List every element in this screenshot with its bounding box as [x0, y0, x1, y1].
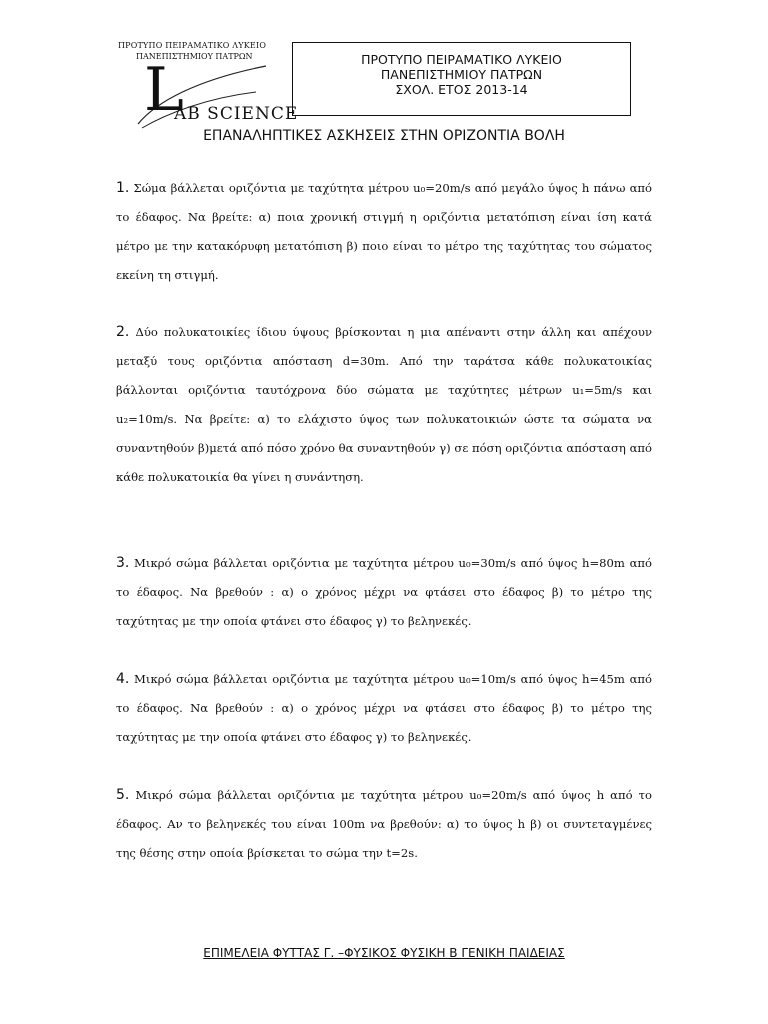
school-header-box: [292, 42, 631, 116]
exercise-number: 3.: [116, 555, 130, 571]
exercise-number: 2.: [116, 324, 130, 340]
logo-letter: L: [144, 55, 184, 125]
logo-university-name: ΠΑΝΕΠΙΣΤΗΜΙΟΥ ΠΑΤΡΩΝ: [136, 52, 253, 61]
exercise-text: Μικρό σώμα βάλλεται οριζόντια με ταχύτητα μέτρου u₀=20m/s από ύψος h από το έδαφος. Αν το βεληνεκές του είναι 100m να βρεθούν: α) το ύψος h β) οι συντεταγμένες της θέσης στην οποία βρίσκεται το σώμα την t=2s.: [116, 788, 652, 860]
page-footer: [0, 946, 768, 960]
header-school-name: ΠΡΟΤΥΠΟ ΠΕΙΡΑΜΑΤΙΚΟ ΛΥΚΕΙΟ: [361, 52, 562, 67]
logo-wordmark: AB SCIENCE: [174, 104, 299, 124]
school-logo: [100, 38, 299, 128]
exercise-number: 4.: [116, 671, 130, 687]
header-school-year: ΣΧΟΛ. ΕΤΟΣ 2013-14: [395, 82, 528, 97]
exercise-text: Μικρό σώμα βάλλεται οριζόντια με ταχύτητα μέτρου u₀=30m/s από ύψος h=80m από το έδαφος. Να βρεθούν : α) ο χρόνος μέχρι να φτάσει στο έδαφος β) το μέτρο της ταχύτητας με την οποία φτάνει στο έδαφος γ) το βεληνεκές.: [116, 556, 652, 628]
exercise-1: [116, 174, 652, 290]
exercise-number: 1.: [116, 180, 130, 196]
exercise-text: Σώμα βάλλεται οριζόντια με ταχύτητα μέτρου u₀=20m/s από μεγάλο ύψος h πάνω από το έδαφος. Να βρείτε: α) ποια χρονική στιγμή η οριζόντια μετατόπιση είναι ίση κατά μέτρο με την κατακόρυφη μετατόπιση β) ποιο είναι το μέτρο της ταχύτητας του σώματος εκείνη τη στιγμή.: [116, 181, 652, 282]
exercise-4: [116, 665, 652, 752]
footer-text: ΕΠΙΜΕΛΕΙΑ ΦΥΤΤΑΣ Γ. –ΦΥΣΙΚΟΣ ΦΥΣΙΚΗ Β ΓΕΝΙΚΗ ΠΑΙΔΕΙΑΣ: [203, 946, 565, 960]
exercise-text: Μικρό σώμα βάλλεται οριζόντια με ταχύτητα μέτρου u₀=10m/s από ύψος h=45m από το έδαφος. Να βρεθούν : α) ο χρόνος μέχρι να φτάσει στο έδαφος β) το μέτρο της ταχύτητας με την οποία φτάνει στο έδαφος γ) το βεληνεκές.: [116, 672, 652, 744]
exercise-5: [116, 781, 652, 868]
logo-school-name: ΠΡΟΤΥΠΟ ΠΕΙΡΑΜΑΤΙΚΟ ΛΥΚΕΙΟ: [118, 41, 267, 50]
header-university-name: ΠΑΝΕΠΙΣΤΗΜΙΟΥ ΠΑΤΡΩΝ: [380, 67, 543, 82]
exercise-2: [116, 318, 652, 492]
document-title: ΕΠΑΝΑΛΗΠΤΙΚΕΣ ΑΣΚΗΣΕΙΣ ΣΤΗΝ ΟΡΙΖΟΝΤΙΑ ΒΟΛΗ: [203, 128, 565, 144]
exercise-text: Δύο πολυκατοικίες ίδιου ύψους βρίσκονται η μια απέναντι στην άλλη και απέχουν μεταξύ τους οριζόντια απόσταση d=30m. Από την ταράτσα κάθε πολυκατοικίας βάλλονται οριζόντια ταυτόχρονα δύο σώματα με ταχύτητες μέτρων u₁=5m/s και u₂=10m/s. Να βρείτε: α) το ελάχιστο ύψος των πολυκατοικιών ώστε τα σώματα να συναντηθούν β)μετά από πόσο χρόνο θα συναντηθούν γ) σε πόση οριζόντια απόσταση από κάθε πολυκατοικία θα γίνει η συνάντηση.: [116, 325, 653, 484]
exercise-3: [116, 549, 652, 636]
exercise-number: 5.: [116, 787, 130, 803]
